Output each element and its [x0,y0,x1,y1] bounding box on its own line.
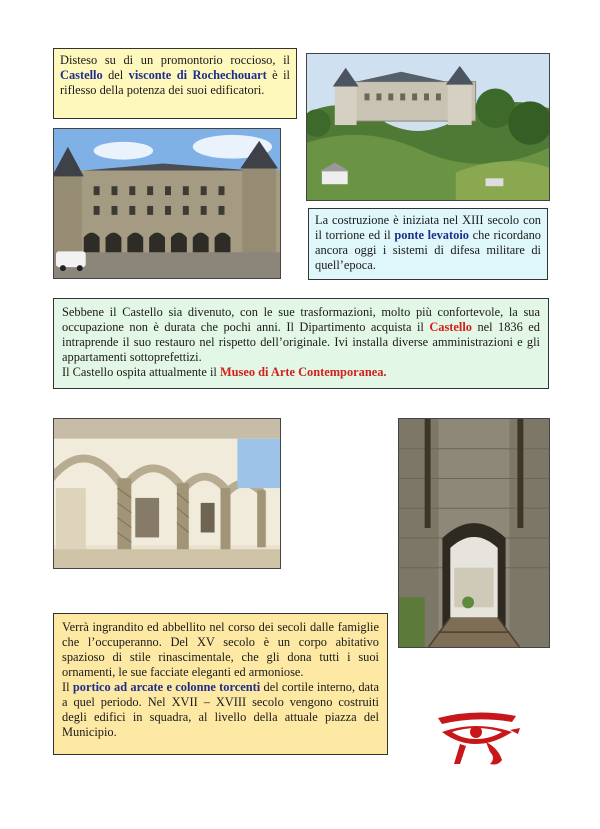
construction-text-box [308,208,548,280]
eye-of-horus-icon [432,708,520,768]
intro-text-box [53,48,297,119]
portico-highlight: portico ad arcate e colonne torcenti [72,680,261,694]
portico-paragraph: Il portico ad arcate e colonne torcenti del cortile interno, data a quel periodo. Nel XVII – XVIII secolo vengono costruiti degli edifici in squadra, al livello della attuale piazza del Municipio. [62,680,379,739]
arcade-portico-photo [53,418,281,569]
renaissance-text-box [53,613,388,755]
history-paragraph: Sebbene il Castello sia divenuto, con le sue trasformazioni, molto più confortevole, la sua occupazione non è durata che pochi anni. Il Dipartimento acquista il Castello nel 1836 ed intraprende il suo restauro nel rispetto dell’originale. Ivi installa diverse amministrazioni e gli appartamenti sottoprefettizi. [62,305,540,364]
drawbridge-gate-photo [398,418,550,648]
museum-line: Il Castello ospita attualmente il Museo di Arte Contemporanea. [62,365,387,379]
castello-red-highlight: Castello [429,320,472,334]
castle-hill-photo [306,53,550,201]
ponte-levatoio-highlight: ponte levatoio [394,228,469,242]
construction-paragraph: La costruzione è iniziata nel XIII secolo con il torrione ed il ponte levatoio che ricordano ancora oggi i sistemi di difesa militare di quell’epoca. [315,213,541,272]
intro-paragraph: Disteso su di un promontorio roccioso, il Castello del visconte di Rochechouart è il riflesso della potenza dei suoi edificatori. [60,53,290,97]
museo-highlight: Museo di Arte Contemporanea. [219,365,387,379]
renaissance-paragraph: Verrà ingrandito ed abbellito nel corso dei secoli dalle famiglie che l’occuperanno. Del XV secolo è un corpo abitativo spazioso di stile rinascimentale, che gli dona tutti i suoi ornamenti, le sue facciate eleganti ed armoniose. [62,620,379,679]
castello-highlight: Castello [60,68,103,82]
castle-courtyard-photo [53,128,281,279]
visconte-highlight: visconte di Rochechouart [128,68,267,82]
history-text-box [53,298,549,389]
